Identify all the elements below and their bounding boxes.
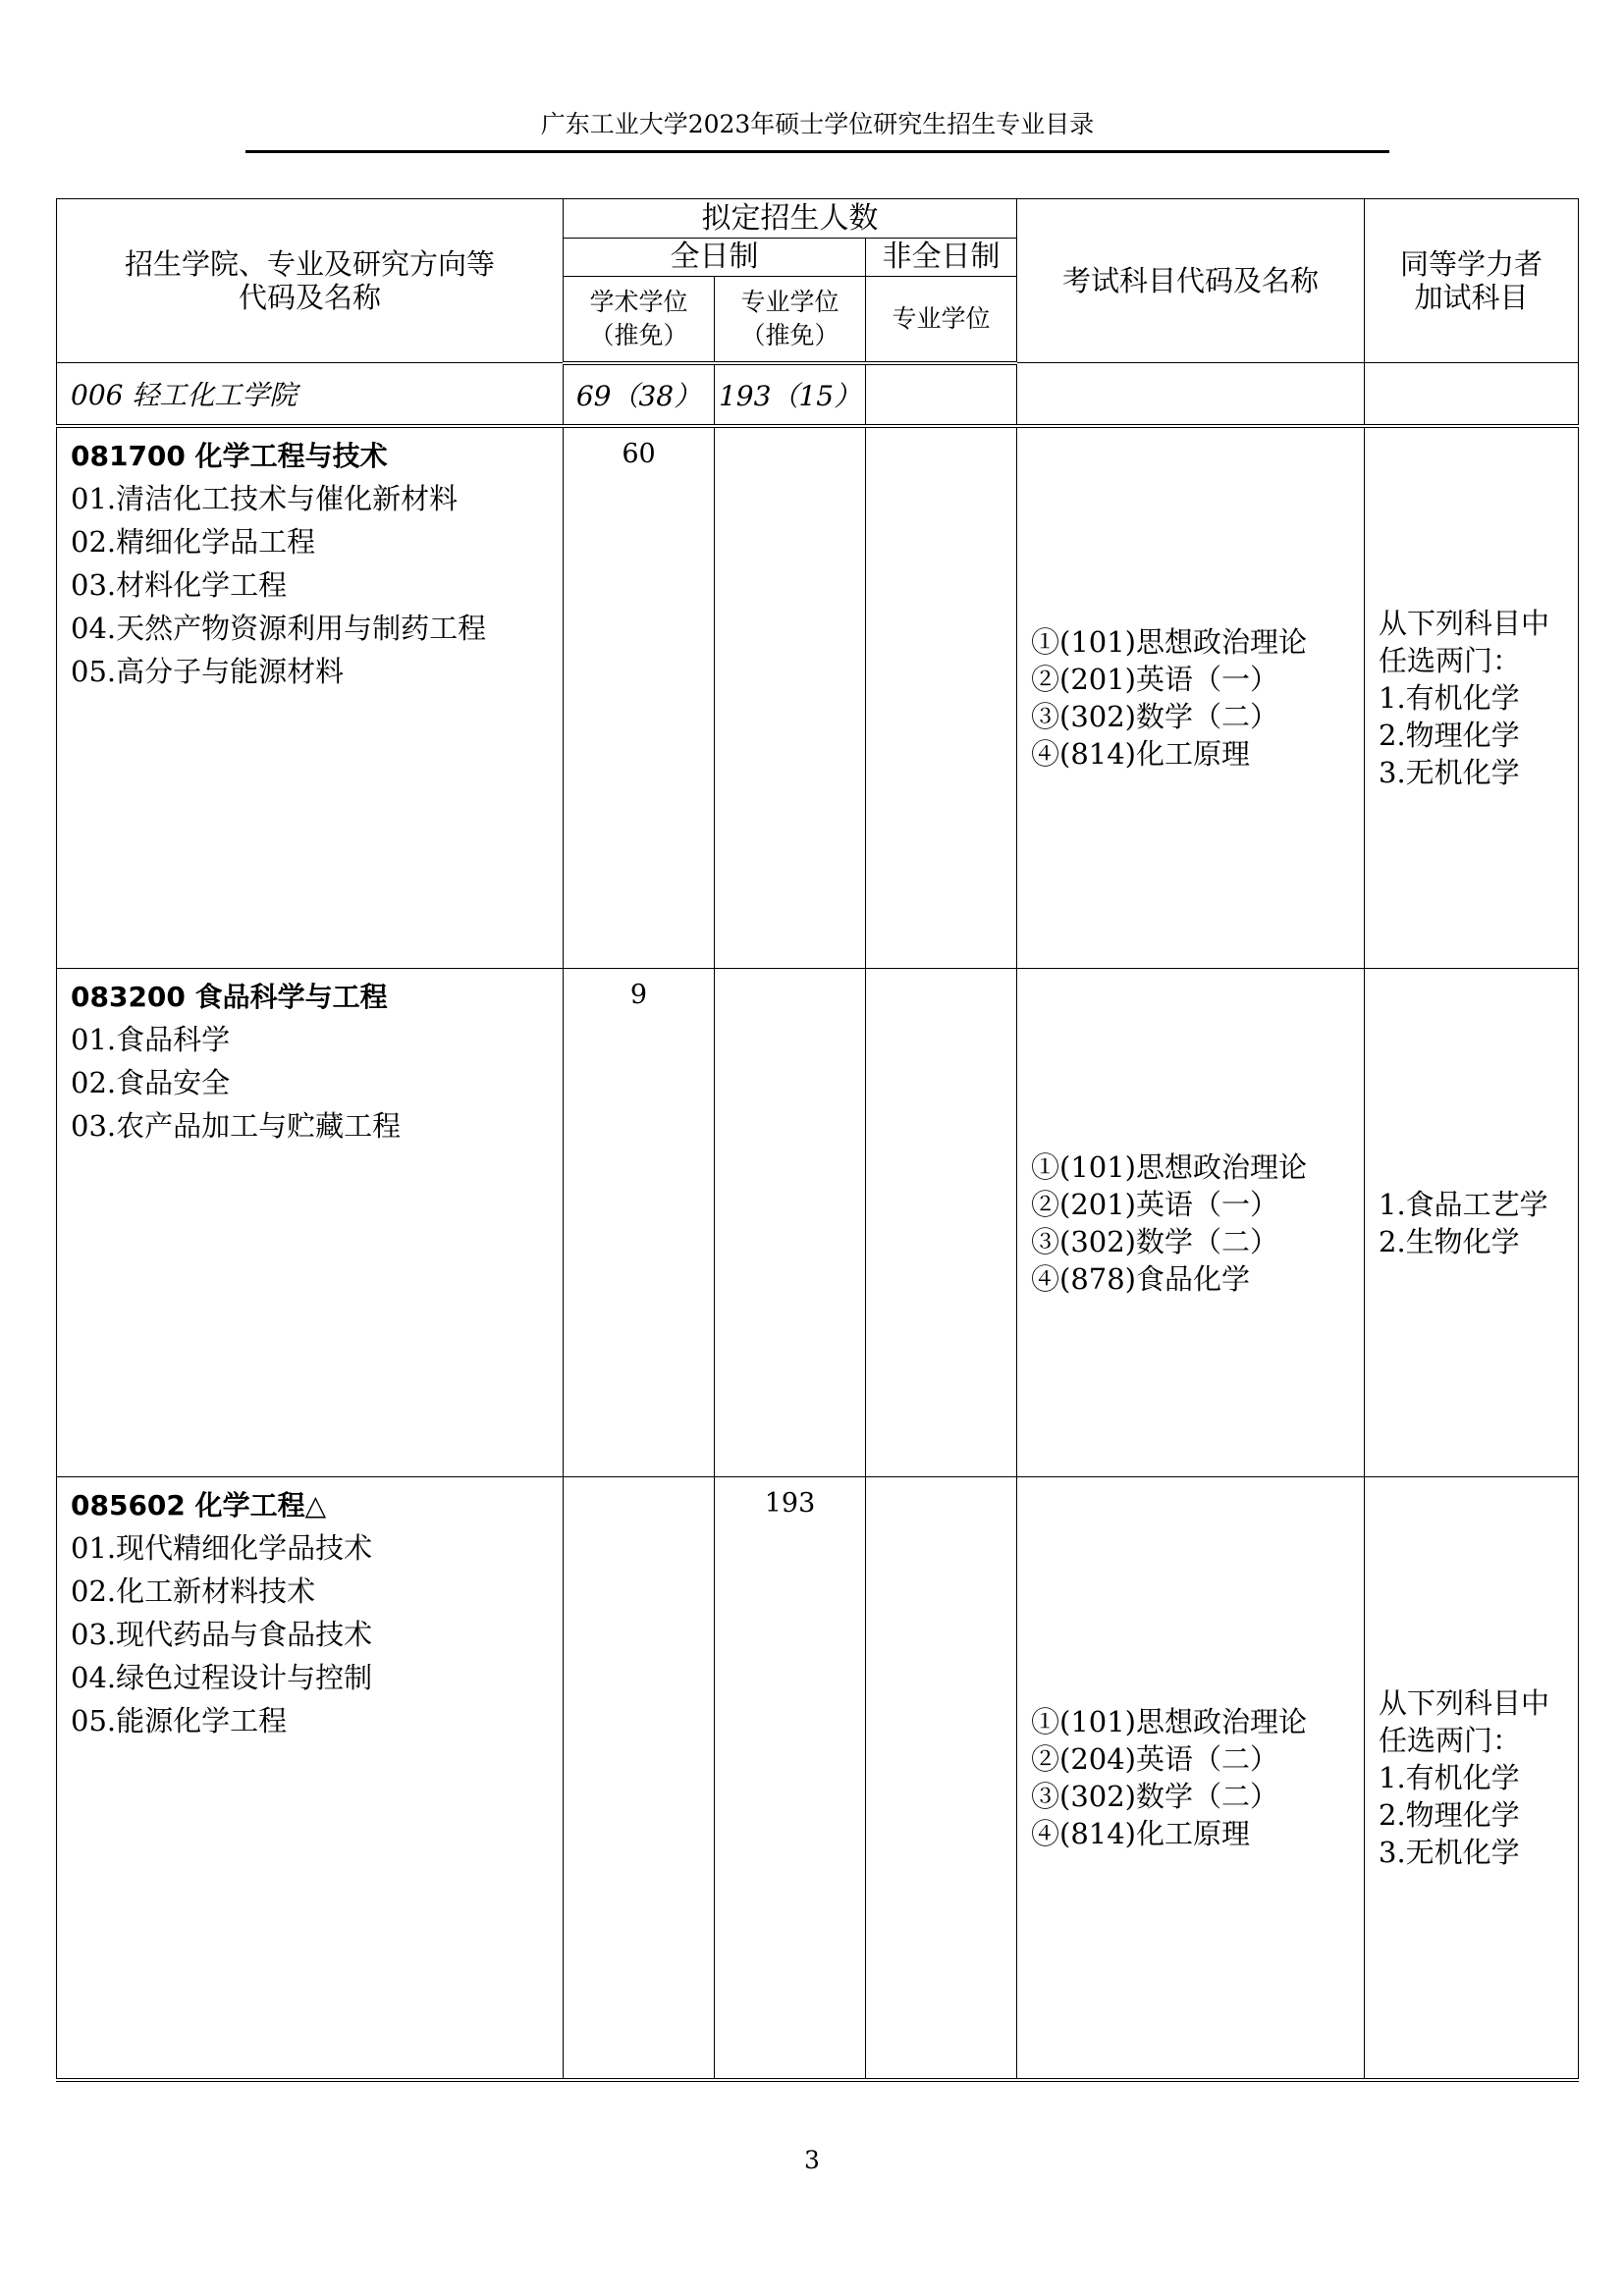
research-direction: 04.天然产物资源利用与制药工程 [71,611,487,645]
major-cell [57,426,564,969]
extra-subject-line: 3.无机化学 [1379,1835,1520,1869]
part-time-quota [866,426,1017,969]
header-extra-column [1365,199,1579,363]
header-full-time: 全日制 [564,239,866,277]
extra-subjects [1365,969,1579,1477]
exam-subject: ③(302)数学（二） [1031,699,1278,733]
exam-subject: ④(814)化工原理 [1031,1816,1250,1850]
extra-subject-line: 2.物理化学 [1379,1797,1520,1832]
exam-subjects [1017,1477,1365,2080]
extra-subject-line: 从下列科目中 [1379,606,1550,640]
extra-subject-line: 1.有机化学 [1379,680,1520,715]
part-time-quota [866,1477,1017,2080]
exam-subject: ②(201)英语（一） [1031,662,1278,696]
research-direction: 01.现代精细化学品技术 [71,1531,373,1565]
header-major-label: 招生学院、专业及研究方向等代码及名称 [124,247,495,314]
header-extra-label: 同等学力者加试科目 [1400,247,1543,314]
professional-quota [715,426,866,969]
exam-subjects [1017,426,1365,969]
research-direction: 02.化工新材料技术 [71,1575,316,1608]
research-direction: 03.现代药品与食品技术 [71,1618,373,1651]
research-direction: 03.农产品加工与贮藏工程 [71,1109,402,1143]
page-header-title: 广东工业大学2023年硕士学位研究生招生专业目录 [540,110,1095,138]
research-direction: 03.材料化学工程 [71,567,288,602]
extra-subject-line: 2.物理化学 [1379,718,1520,752]
extra-subject-line: 3.无机化学 [1379,755,1520,789]
extra-subject-line: 2.生物化学 [1379,1224,1520,1258]
exam-subject: ④(814)化工原理 [1031,736,1250,771]
college-name: 006 轻工化工学院 [57,363,564,426]
header-academic-degree [564,277,715,363]
table-row [57,426,1579,969]
research-direction: 02.精细化学品工程 [71,524,316,559]
header-part-time: 非全日制 [866,239,1017,277]
major-title: 085602 化学工程△ [71,1489,327,1522]
major-title: 083200 食品科学与工程 [71,981,388,1013]
header-professional-label: 专业学位（推免） [740,287,839,349]
table-row [57,969,1579,1477]
header-professional-part-time: 专业学位 [866,277,1017,363]
header-professional-degree [715,277,866,363]
professional-quota: 193 [715,1477,866,2080]
exam-subject: ①(101)思想政治理论 [1031,624,1307,659]
academic-quota [564,1477,715,2080]
college-part-time-quota [866,363,1017,426]
extra-subject-line: 从下列科目中 [1379,1685,1550,1720]
extra-subject-line: 任选两门： [1379,643,1522,677]
exam-subjects [1017,969,1365,1477]
exam-subject: ①(101)思想政治理论 [1031,1704,1307,1738]
exam-subject: ④(878)食品化学 [1031,1261,1250,1296]
major-title: 081700 化学工程与技术 [71,439,388,472]
exam-subject: ①(101)思想政治理论 [1031,1149,1307,1184]
research-direction: 01.清洁化工技术与催化新材料 [71,481,459,515]
header-academic-label: 学术学位（推免） [589,287,688,349]
exam-subject: ③(302)数学（二） [1031,1779,1278,1813]
part-time-quota [866,969,1017,1477]
header-divider [245,150,1389,153]
extra-subjects [1365,426,1579,969]
page-number: 3 [804,2146,820,2174]
exam-subject: ③(302)数学（二） [1031,1224,1278,1258]
professional-quota [715,969,866,1477]
college-professional-quota: 193（15） [715,363,866,426]
extra-subject-line: 任选两门： [1379,1723,1522,1757]
extra-subject-line: 1.食品工艺学 [1379,1187,1548,1221]
college-academic-quota: 69（38） [564,363,715,426]
research-direction: 04.绿色过程设计与控制 [71,1661,373,1694]
exam-subject: ②(204)英语（二） [1031,1741,1278,1776]
table-row [57,1477,1579,2080]
research-direction: 02.食品安全 [71,1066,231,1099]
header-major-column [57,199,564,363]
research-direction: 05.能源化学工程 [71,1704,288,1737]
major-cell [57,969,564,1477]
academic-quota: 9 [564,969,715,1477]
header-exam-column: 考试科目代码及名称 [1017,199,1365,363]
admissions-catalog-table [56,198,1579,2082]
research-direction: 01.食品科学 [71,1023,231,1056]
header-quota-group: 拟定招生人数 [564,199,1017,239]
exam-subject: ②(201)英语（一） [1031,1187,1278,1221]
extra-subjects [1365,1477,1579,2080]
extra-subject-line: 1.有机化学 [1379,1760,1520,1794]
major-cell [57,1477,564,2080]
academic-quota: 60 [564,426,715,969]
research-direction: 05.高分子与能源材料 [71,654,345,688]
college-extra-cell [1365,363,1579,426]
college-exam-cell [1017,363,1365,426]
